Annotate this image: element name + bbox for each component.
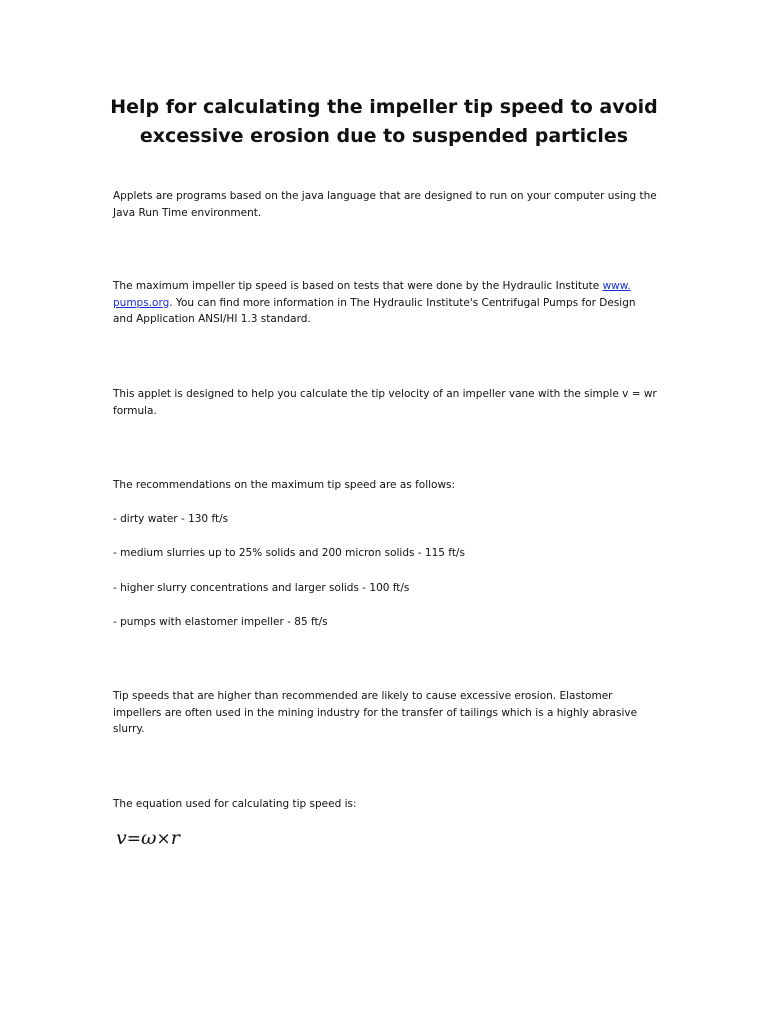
equation-v: v [116, 827, 127, 849]
equation-intro: The equation used for calculating tip speed is: [113, 798, 357, 810]
tip-line-3: slurry. [113, 723, 145, 735]
tip-line-1: Tip speeds that are higher than recommended are likely to cause excessive erosion. Elastomer [113, 690, 613, 702]
tip-speed-equation [116, 826, 180, 851]
applet-description-paragraph [113, 386, 658, 419]
title-line-1: Help for calculating the impeller tip speed to avoid [110, 96, 658, 118]
hi-line-3: and Application ANSI/HI 1.3 standard. [113, 313, 311, 325]
recommendation-item: - pumps with elastomer impeller - 85 ft/s [113, 616, 328, 628]
title-line-2: excessive erosion due to suspended particles [139, 125, 629, 147]
applet-line-2: formula. [113, 404, 157, 417]
recommendation-item: - dirty water - 130 ft/s [113, 513, 229, 525]
equation-r: r [170, 827, 180, 849]
applets-line-2: Java Run Time environment. [113, 206, 262, 219]
recommendation-item: - medium slurries up to 25% solids and 200 micron solids - 115 ft/s [113, 547, 465, 559]
equation-times: × [156, 829, 171, 849]
applet-line-1: This applet is designed to help you calculate the tip velocity of an impeller vane with the simple v = wr [113, 388, 657, 400]
hi-intro-text: The maximum impeller tip speed is based on tests that were done by the Hydraulic Institute [113, 280, 603, 292]
applets-line-1: Applets are programs based on the java language that are designed to run on your computer using the [113, 190, 657, 202]
tip-line-2: impellers are often used in the mining industry for the transfer of tailings which is a highly abrasive [113, 706, 638, 719]
hydraulic-institute-link-part-1[interactable]: www. [602, 280, 631, 292]
equation-omega: ω [140, 827, 157, 849]
tip-speed-paragraph [113, 688, 658, 738]
hydraulic-institute-link-part-2[interactable]: pumps.org [113, 296, 170, 309]
hi-rest-text: . You can find more information in The Hydraulic Institute's Centrifugal Pumps for Design [169, 296, 636, 309]
recommendation-item: - higher slurry concentrations and larger solids - 100 ft/s [113, 582, 410, 594]
page-title [100, 93, 668, 151]
equation-equals: = [126, 829, 141, 849]
recommendations-intro: The recommendations on the maximum tip speed are as follows: [113, 479, 456, 491]
hydraulic-institute-paragraph [113, 278, 658, 328]
applets-paragraph [113, 188, 658, 221]
